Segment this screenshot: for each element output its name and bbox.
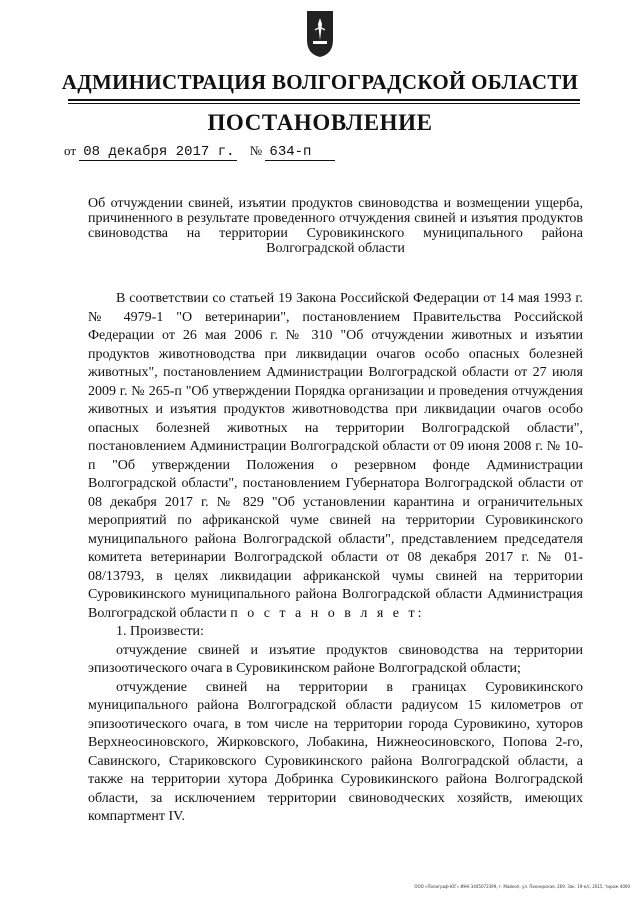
header-rule-thin: [68, 103, 580, 104]
from-label: от: [64, 143, 77, 158]
printer-footer: ООО «Полиграф-ЮГ» ИНН 3445072399, г. Майкоп, ул. Пионерская, 269. Зак. 19-к/с, 2015, тираж 4000: [414, 884, 630, 889]
preamble-paragraph: [88, 290, 583, 623]
resolves-word: п о с т а н о в л я е т:: [230, 605, 425, 621]
item-1-heading: 1. Произвести:: [116, 624, 204, 639]
number-sign: №: [249, 143, 263, 158]
document-number: 634-п: [265, 144, 335, 161]
organization-title: АДМИНИСТРАЦИЯ ВОЛГОГРАДСКОЙ ОБЛАСТИ: [61, 70, 579, 94]
item-1-paragraph-1: отчуждение свиней и изъятие продуктов свиноводства на территории эпизоотического очага в Суровикинском районе Волгоградской области;: [88, 642, 583, 676]
coat-of-arms-icon: [306, 10, 334, 58]
document-type-title: ПОСТАНОВЛЕНИЕ: [207, 110, 433, 135]
header-rule-thick: [68, 99, 580, 101]
item-1-paragraph-2: отчуждение свиней на территории в границах Суровикинского муниципального района Волгоградской области радиусом 15 километров от эпизоотического очага, в том числе на территории города Суровикино, хуторов Верхнеосиновского, Жирковского, Лобакина, Нижнеосиновского, Попова 2-го, Савинского, Стариковского Суровикинского района Волгоградской области, а также на территории хутора Добринка Суровикинского района Волгоградской области, за исключением территории свиноводческих хозяйств, имеющих компартмент IV.: [88, 679, 583, 824]
document-body: [88, 290, 583, 827]
document-subject: Об отчуждении свиней, изъятии продуктов свиноводства и возмещении ущерба, причиненного в результате проведенного отчуждения свиней и изъятия продуктов свиноводства на территории Суровикинского муниципального района Волгоградской области: [88, 196, 583, 256]
dateline: [64, 143, 335, 161]
preamble-text: В соответствии со статьей 19 Закона Российской Федерации от 14 мая 1993 г. № 4979-1 "О ветеринарии", постановлением Правительства Российской Федерации от 26 мая 2006 г. № 310 "Об отчуждении животных и изъятии продуктов животноводства при ликвидации очагов особо опасных болезней животных", постановлением Администрации Волгоградской области от 27 июля 2009 г. № 265-п "Об утверждении Порядка организации и проведения отчуждения животных и изъятия продуктов животноводства при ликвидации очагов особо опасных болезней животных на территории Волгоградской области", постановлением Администрации Волгоградской области от 09 июня 2008 г. № 10-п "Об утверждении Положения о резервном фонде Администрации Волгоградской области", постановлением Губернатора Волгоградской области от 08 декабря 2017 г. № 829 "Об установлении карантина и ограничительных мероприятий по африканской чуме свиней на территории Суровикинского муниципального района Волгоградской области", представлением председателя комитета ветеринарии Волгоградской области от 08 декабря 2017 г. № 01-08/13793, в целях ликвидации африканской чумы свиней на территории Суровикинского муниципального района Волгоградской области Администрация Волгоградской области: [88, 291, 583, 621]
document-date: 08 декабря 2017 г.: [79, 144, 237, 161]
